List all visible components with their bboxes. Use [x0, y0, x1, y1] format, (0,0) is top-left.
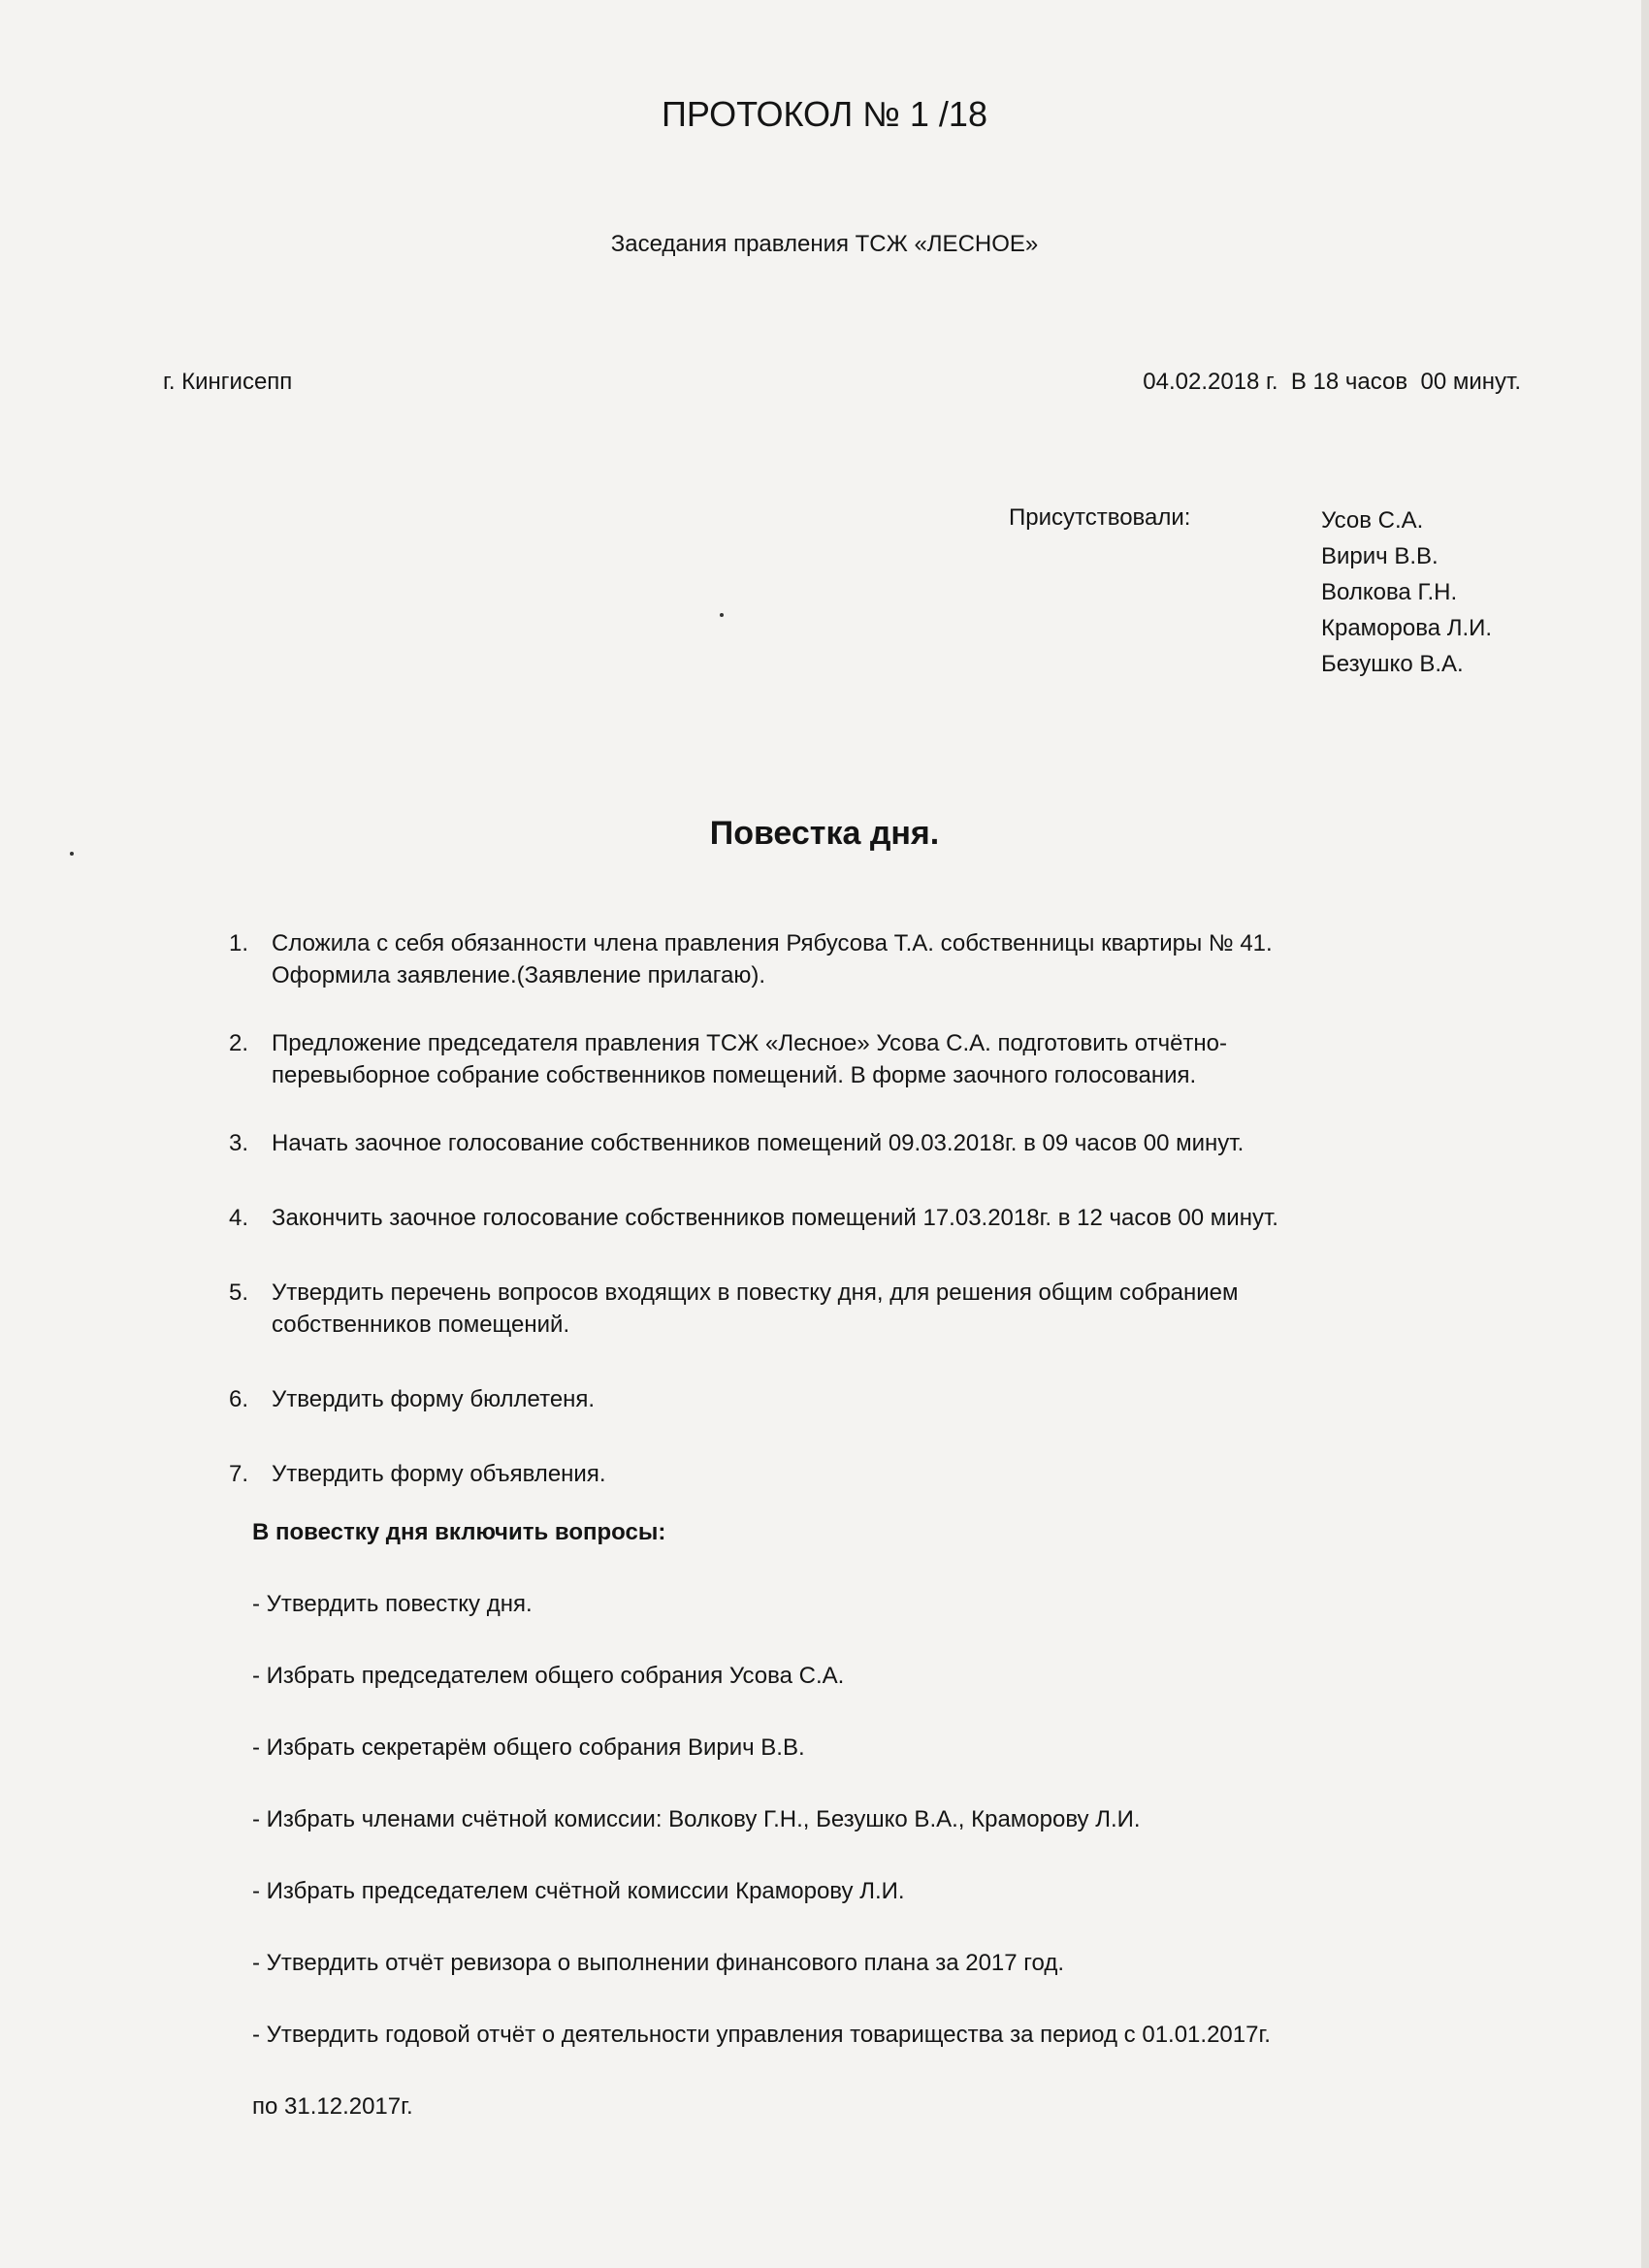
document-title: ПРОТОКОЛ № 1 /18 — [662, 94, 987, 134]
include-item: - Избрать председателем счётной комиссии Краморову Л.И. — [252, 1878, 905, 1904]
scan-speck — [70, 852, 74, 856]
meeting-datetime: 04.02.2018 г. В 18 часов 00 минут. — [1143, 369, 1521, 395]
attendance-label: Присутствовали: — [1009, 504, 1191, 531]
agenda-item — [190, 927, 1587, 991]
agenda-item-text: Закончить заочное голосование собственников помещений 17.03.2018г. в 12 часов 00 минут. — [272, 1205, 1278, 1231]
attendee: Безушко В.А. — [1321, 651, 1464, 677]
agenda-item — [190, 1458, 1587, 1490]
agenda-title: Повестка дня. — [709, 815, 940, 852]
include-item: - Утвердить отчёт ревизора о выполнении финансового плана за 2017 год. — [252, 1950, 1064, 1976]
agenda-item — [190, 1202, 1587, 1234]
document-subtitle: Заседания правления ТСЖ «ЛЕСНОЕ» — [610, 231, 1039, 257]
include-heading: В повестку дня включить вопросы: — [252, 1519, 666, 1545]
agenda-item-number: 2. — [228, 1030, 248, 1056]
agenda-item — [190, 1027, 1587, 1091]
city: г. Кингисепп — [163, 369, 293, 395]
include-list — [252, 1589, 1271, 2163]
agenda-item-number: 5. — [228, 1280, 248, 1306]
agenda-item-number: 1. — [228, 930, 248, 956]
attendee: Усов С.А. — [1321, 507, 1424, 534]
agenda-item-text: Утвердить форму объявления. — [272, 1461, 606, 1487]
scan-speck — [720, 613, 724, 617]
include-item: - Избрать секретарём общего собрания Вирич В.В. — [252, 1734, 805, 1761]
agenda-item — [190, 1383, 1587, 1415]
agenda-item-number: 7. — [228, 1461, 248, 1487]
agenda-item-number: 6. — [228, 1386, 248, 1412]
agenda-item-text: Сложила с себя обязанности члена правления Рябусова Т.А. собственницы квартиры № 41. Оформила заявление.(Заявление прилагаю). — [272, 930, 1273, 988]
agenda-item-text: Утвердить форму бюллетеня. — [272, 1386, 596, 1412]
agenda-item-number: 4. — [228, 1205, 248, 1231]
agenda-item-text: Начать заочное голосование собственников помещений 09.03.2018г. в 09 часов 00 минут. — [272, 1130, 1245, 1156]
include-item: по 31.12.2017г. — [252, 2093, 413, 2120]
agenda-item — [190, 1277, 1587, 1341]
agenda-item-number: 3. — [228, 1130, 248, 1156]
attendee: Вирич В.В. — [1321, 543, 1439, 569]
agenda-list — [190, 927, 1587, 1490]
agenda-item — [190, 1127, 1587, 1159]
agenda-item-text: Предложение председателя правления ТСЖ «Лесное» Усова С.А. подготовить отчётно- перевыборное собрание собственников помещений. В форме заочного голосования. — [272, 1030, 1228, 1088]
agenda-item-text: Утвердить перечень вопросов входящих в повестку дня, для решения общим собранием собственников помещений. — [272, 1280, 1239, 1338]
attendee: Волкова Г.Н. — [1321, 579, 1458, 605]
include-item: - Избрать членами счётной комиссии: Волкову Г.Н., Безушко В.А., Краморову Л.И. — [252, 1806, 1141, 1832]
scan-edge — [1641, 0, 1649, 2268]
attendee: Краморова Л.И. — [1321, 615, 1493, 641]
include-item: - Утвердить повестку дня. — [252, 1591, 533, 1617]
include-item: - Избрать председателем общего собрания Усова С.А. — [252, 1663, 845, 1689]
attendance-list — [1321, 502, 1492, 682]
include-item: - Утвердить годовой отчёт о деятельности управления товарищества за период с 01.01.2017г. — [252, 2022, 1271, 2048]
